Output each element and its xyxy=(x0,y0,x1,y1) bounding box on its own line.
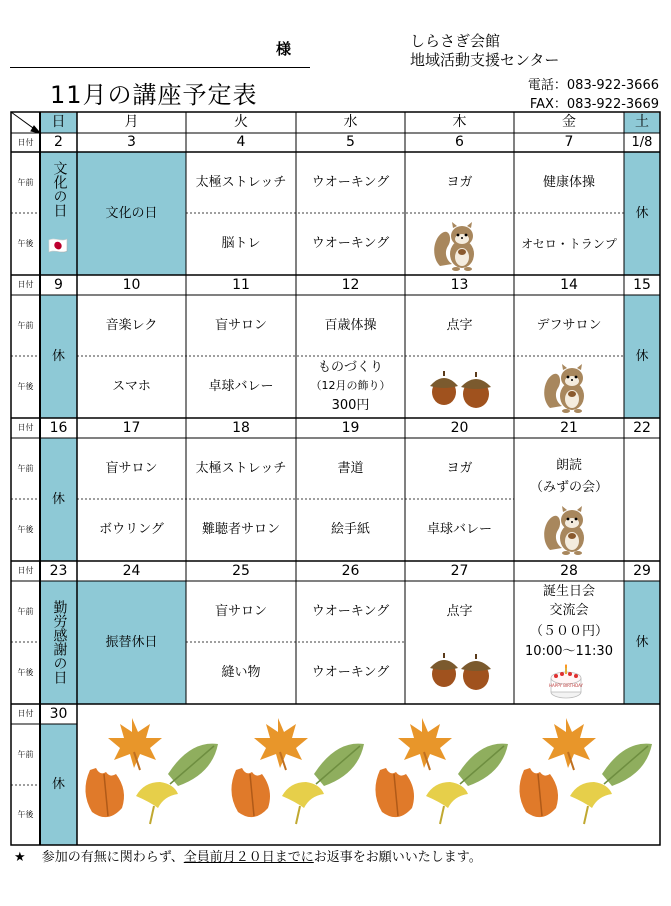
holiday-cell: 振替休日 xyxy=(105,634,158,650)
footnote-text-post: お返事をお願いいたします。 xyxy=(313,850,482,865)
date-row-label: 日付 xyxy=(17,709,34,719)
date-cell: 9 xyxy=(54,276,63,293)
fax-number: FAX：083-922-3669 xyxy=(529,97,659,112)
date-cell: 27 xyxy=(450,562,469,579)
col-sunday: 日 xyxy=(51,114,66,131)
pm-label: 午後 xyxy=(17,810,34,820)
date-cell: 4 xyxy=(236,134,246,151)
event-fee: （５００円） xyxy=(529,623,608,639)
activity-cell: 点字 xyxy=(446,603,473,619)
date-cell: 5 xyxy=(346,134,355,151)
date-cell: 12 xyxy=(341,276,360,293)
activity-fee: 300円 xyxy=(331,398,370,414)
autumn-leaves-icon xyxy=(80,712,658,842)
activity-cell: ヨガ xyxy=(446,460,473,476)
date-cell: 6 xyxy=(455,134,464,151)
activity-cell: ウオーキング xyxy=(311,236,390,252)
activity-cell: スマホ xyxy=(112,379,151,395)
date-cell: 19 xyxy=(341,419,360,436)
closed-cell: 休 xyxy=(635,205,649,221)
col-friday: 金 xyxy=(562,114,576,131)
activity-cell: デフサロン xyxy=(536,317,602,333)
date-cell: 10 xyxy=(122,276,141,293)
holiday-vertical-text: 文化の日 xyxy=(51,161,68,217)
col-thursday: 木 xyxy=(452,114,467,131)
date-cell: 20 xyxy=(450,419,469,436)
activity-cell: 太極ストレッチ xyxy=(195,174,287,190)
activity-cell: 盲サロン xyxy=(214,603,267,619)
date-cell: 30 xyxy=(49,705,68,722)
activity-cell: ヨガ xyxy=(446,174,473,190)
activity-cell: 盲サロン xyxy=(214,317,267,333)
activity-cell: 書道 xyxy=(337,460,364,476)
holiday-cell: 文化の日 xyxy=(105,205,158,221)
date-cell: 13 xyxy=(450,276,469,293)
date-cell: 17 xyxy=(122,419,141,436)
col-wednesday: 水 xyxy=(343,114,358,131)
squirrel-icon xyxy=(542,360,594,414)
event-time: 10:00～11:30 xyxy=(525,643,613,659)
pm-label: 午後 xyxy=(17,525,34,535)
corner-cell xyxy=(11,112,40,133)
activity-cell: 朗読 xyxy=(555,458,582,474)
event-subtitle: 交流会 xyxy=(549,602,589,618)
footnote-text-underlined: 全員前月２０日までに xyxy=(183,850,314,865)
closed-cell: 休 xyxy=(635,634,649,650)
footnote-text-pre: 参加の有無に関わらず、 xyxy=(41,850,184,865)
activity-cell: 難聴者サロン xyxy=(201,522,280,538)
activity-cell: 絵手紙 xyxy=(330,522,370,538)
closed-cell: 休 xyxy=(635,348,649,364)
closed-cell: 休 xyxy=(51,776,65,792)
date-row-label: 日付 xyxy=(17,423,34,433)
col-saturday: 土 xyxy=(635,114,649,131)
date-cell: 22 xyxy=(633,419,651,436)
org-name-line1: しらさぎ会館 xyxy=(410,32,501,50)
date-cell: 11 xyxy=(232,276,250,293)
date-cell: 23 xyxy=(49,562,68,579)
squirrel-icon xyxy=(542,502,594,556)
closed-cell: 休 xyxy=(51,348,65,364)
date-cell: 7 xyxy=(564,134,574,151)
activity-cell: ものづくり xyxy=(317,360,383,376)
am-label: 午前 xyxy=(17,177,34,187)
org-name-line2: 地域活動支援センター xyxy=(410,51,560,69)
activity-cell: 卓球バレー xyxy=(208,379,274,395)
date-row-label: 日付 xyxy=(17,566,34,576)
date-row-label: 日付 xyxy=(17,280,34,290)
phone-number: 電話：083-922-3666 xyxy=(527,78,659,93)
acorn-icon xyxy=(425,648,497,692)
activity-cell: 脳トレ xyxy=(221,236,261,252)
date-cell: 26 xyxy=(341,562,360,579)
date-cell: 25 xyxy=(232,562,250,579)
star-icon: ★ xyxy=(14,850,26,865)
activity-cell: ウオーキング xyxy=(311,665,390,681)
birthday-cake-icon xyxy=(548,664,584,700)
activity-cell: 太極ストレッチ xyxy=(195,460,287,476)
pm-label: 午後 xyxy=(17,382,34,392)
activity-cell: ボウリング xyxy=(99,522,164,538)
activity-cell: 縫い物 xyxy=(221,665,261,681)
date-cell: 14 xyxy=(560,276,578,293)
activity-cell: 百歳体操 xyxy=(324,317,377,333)
squirrel-icon xyxy=(432,218,484,272)
closed-cell: 休 xyxy=(51,491,65,507)
japan-flag-icon: 🇯🇵 xyxy=(48,236,68,256)
am-label: 午前 xyxy=(17,463,34,473)
date-cell: 1/8 xyxy=(631,134,653,150)
activity-cell: 音楽レク xyxy=(105,317,158,333)
date-cell: 28 xyxy=(560,562,578,579)
addressee-suffix: 様 xyxy=(276,40,292,58)
cake-text: HAPPY BIRTHDAY xyxy=(549,683,583,688)
date-cell: 16 xyxy=(49,419,68,436)
pm-label: 午後 xyxy=(17,239,34,249)
holiday-vertical-text: 勤労感謝の日 xyxy=(51,600,68,684)
date-cell: 24 xyxy=(122,562,141,579)
pm-label: 午後 xyxy=(17,668,34,678)
activity-cell: オセロ・トランプ xyxy=(521,236,617,251)
footnote xyxy=(14,846,482,865)
activity-cell: 盲サロン xyxy=(105,460,158,476)
date-cell: 3 xyxy=(127,134,136,151)
date-cell: 15 xyxy=(633,276,651,293)
date-cell: 2 xyxy=(54,134,63,151)
am-label: 午前 xyxy=(17,320,34,330)
activity-cell: ウオーキング xyxy=(311,603,390,619)
page-title: 11月の講座予定表 xyxy=(50,81,258,109)
date-cell: 29 xyxy=(633,562,651,579)
activity-cell: 卓球バレー xyxy=(426,522,492,538)
activity-cell: ウオーキング xyxy=(311,174,390,190)
activity-note: （12月の飾り） xyxy=(310,379,391,393)
col-tuesday: 火 xyxy=(234,114,248,131)
activity-note: （みずの会） xyxy=(529,480,608,496)
date-cell: 21 xyxy=(560,419,578,436)
acorn-icon xyxy=(425,366,497,410)
col-monday: 月 xyxy=(124,114,139,131)
am-label: 午前 xyxy=(17,606,34,616)
date-row-label: 日付 xyxy=(17,137,34,147)
event-title: 誕生日会 xyxy=(542,583,595,599)
activity-cell: 健康体操 xyxy=(542,174,595,190)
activity-cell: 点字 xyxy=(446,317,473,333)
date-cell: 18 xyxy=(232,419,250,436)
am-label: 午前 xyxy=(17,749,34,759)
